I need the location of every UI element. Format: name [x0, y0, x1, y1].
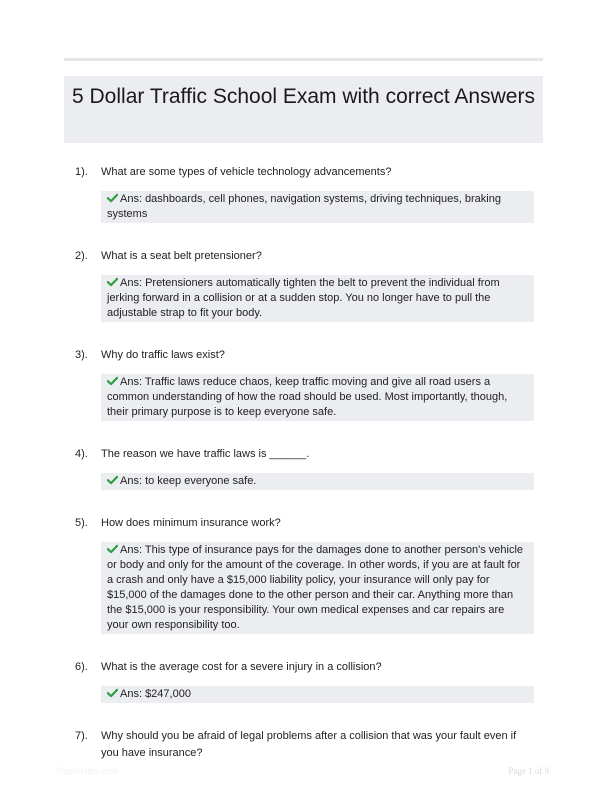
question-text: What are some types of vehicle technology advancements? [101, 166, 392, 178]
question-item [64, 164, 543, 223]
answer-box [101, 686, 534, 703]
question-number: 6). [75, 661, 88, 673]
answer-text: Ans: to keep everyone safe. [120, 475, 257, 487]
question-text: What is a seat belt pretensioner? [101, 250, 262, 262]
question-number: 4). [75, 448, 88, 460]
question-text: Why do traffic laws exist? [101, 349, 225, 361]
top-divider [64, 58, 543, 61]
answer-text: Ans: Traffic laws reduce chaos, keep traffic moving and give all road users a common understanding of how the road should be used. Most importantly, though, their primary purpose is to keep everyone safe. [107, 376, 508, 418]
question-item [64, 728, 543, 762]
check-icon [107, 688, 118, 698]
answer-box [101, 473, 534, 490]
question-number: 7). [75, 730, 88, 742]
check-icon [107, 376, 118, 386]
question-number: 5). [75, 517, 88, 529]
question-number: 2). [75, 250, 88, 262]
title-banner [64, 76, 543, 143]
question-item [64, 446, 543, 490]
answer-text: Ans: Pretensioners automatically tighten the belt to prevent the individual from jerking forward in a collision or at a sudden stop. You no longer have to pull the adjustable strap to fit your body. [107, 277, 500, 319]
question-text: How does minimum insurance work? [101, 517, 281, 529]
answer-text: Ans: This type of insurance pays for the damages done to another person's vehicle or body and only for the amount of the coverage. In other words, if you are at fault for a crash and only have a $15,000 liability policy, your insurance will only pay for $15,000 of the damages done to the other person and their car. Anything more than the $15,000 is your responsibility. Your own medical expenses and car repairs are your own responsibility too. [107, 544, 524, 631]
answer-text: Ans: $247,000 [120, 688, 191, 700]
answer-text: Ans: dashboards, cell phones, navigation systems, driving techniques, braking systems [107, 193, 501, 220]
question-item [64, 659, 543, 703]
question-item [64, 347, 543, 421]
question-text: Why should you be afraid of legal problems after a collision that was your fault even if you have insurance? [101, 730, 517, 759]
question-number: 1). [75, 166, 88, 178]
question-item [64, 515, 543, 634]
document-title: 5 Dollar Traffic School Exam with correct Answers [72, 85, 535, 108]
answer-box [101, 374, 534, 421]
check-icon [107, 475, 118, 485]
question-number: 3). [75, 349, 88, 361]
question-text: The reason we have traffic laws is ______. [101, 448, 310, 460]
question-list [64, 164, 543, 787]
check-icon [107, 544, 118, 554]
page-number: Page 1 of 9 [508, 766, 549, 776]
answer-box [101, 191, 534, 223]
check-icon [107, 277, 118, 287]
question-item [64, 248, 543, 322]
answer-box [101, 542, 534, 634]
answer-box [101, 275, 534, 322]
watermark: PaperNibs.com [57, 766, 119, 776]
question-text: What is the average cost for a severe injury in a collision? [101, 661, 382, 673]
check-icon [107, 193, 118, 203]
